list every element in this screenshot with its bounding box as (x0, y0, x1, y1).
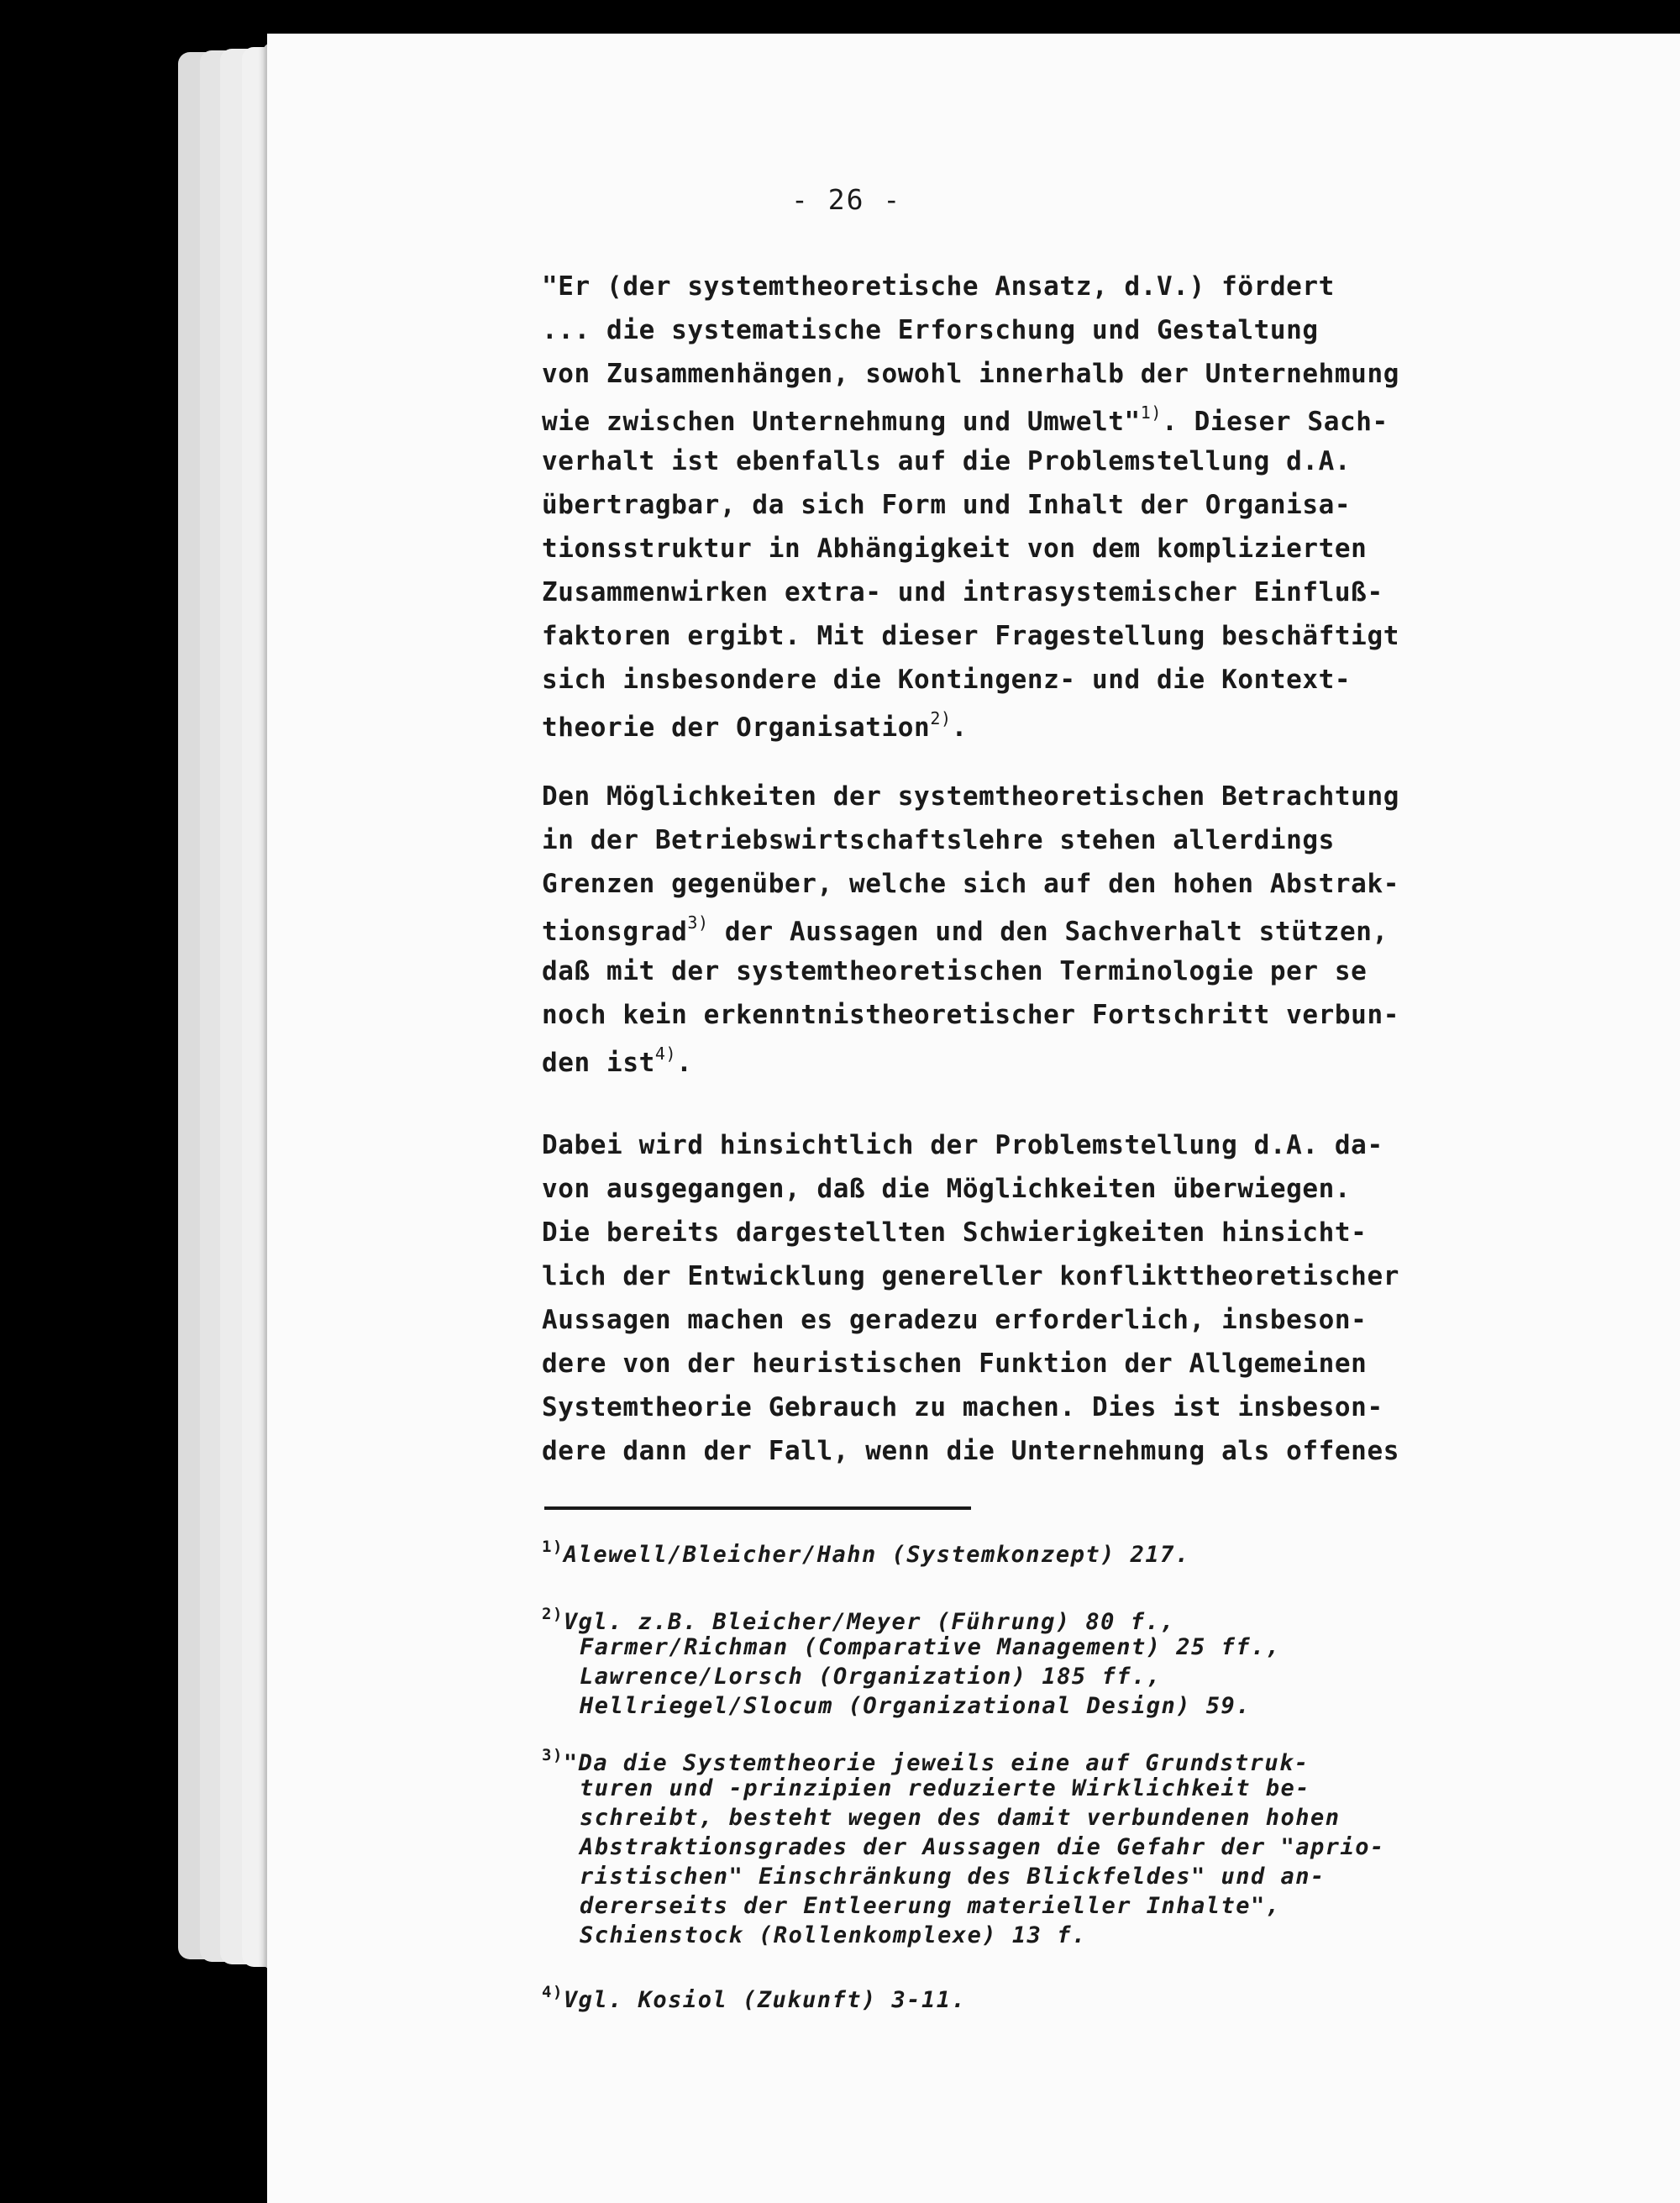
body-line: Systemtheorie Gebrauch zu machen. Dies ist insbeson- (542, 1392, 1383, 1422)
body-line: tionsgrad$^{3)}$ der Aussagen und den Sachverhalt stützen, (542, 912, 1389, 947)
body-line: faktoren ergibt. Mit dieser Fragestellung beschäftigt (542, 621, 1399, 651)
footnote-mark: 3) (542, 1746, 564, 1764)
footnote-line: Abstraktionsgrades der Aussagen die Gefahr der "aprio- (580, 1834, 1385, 1860)
body-line: noch kein erkenntnistheoretischer Fortschritt verbun- (542, 1000, 1399, 1030)
body-line: ... die systematische Erforschung und Gestaltung (542, 315, 1319, 345)
body-line: daß mit der systemtheoretischen Terminologie per se (542, 956, 1368, 986)
body-line: von Zusammenhängen, sowohl innerhalb der Unternehmung (542, 359, 1399, 389)
body-line: sich insbesondere die Kontingenz- und die Kontext- (542, 665, 1352, 695)
body-line: übertragbar, da sich Form und Inhalt der Organisa- (542, 490, 1352, 520)
body-line: theorie der Organisation$^{2)}$. (542, 708, 968, 743)
body-line: den ist$^{4)}$. (542, 1044, 693, 1078)
footnote-line: Schienstock (Rollenkomplexe) 13 f. (580, 1922, 1087, 1948)
body-line: dere von der heuristischen Funktion der Allgemeinen (542, 1349, 1368, 1379)
body-line: Die bereits dargestellten Schwierigkeiten hinsicht- (542, 1217, 1368, 1248)
footnote-reference: 4) (654, 1044, 677, 1064)
body-line: dere dann der Fall, wenn die Unternehmung als offenes (542, 1436, 1399, 1466)
footnote-line: dererseits der Entleerung materieller Inhalte", (580, 1893, 1281, 1919)
footnote-reference: 3) (687, 912, 709, 933)
page-number: - 26 - (791, 183, 902, 216)
body-line: verhalt ist ebenfalls auf die Problemstellung d.A. (542, 446, 1352, 476)
footnote-line: Lawrence/Lorsch (Organization) 185 ff., (580, 1664, 1162, 1690)
body-line: von ausgegangen, daß die Möglichkeiten überwiegen. (542, 1174, 1352, 1204)
footnote-line: schreibt, besteht wegen des damit verbundenen hohen (580, 1805, 1341, 1831)
body-line: wie zwischen Unternehmung und Umwelt"$^{1)}$. Dieser Sach- (542, 402, 1389, 437)
body-line: "Er (der systemtheoretische Ansatz, d.V.) fördert (542, 271, 1335, 302)
body-line: Dabei wird hinsichtlich der Problemstellung d.A. da- (542, 1130, 1383, 1160)
footnote-reference: 2) (930, 708, 952, 728)
body-line: in der Betriebswirtschaftslehre stehen allerdings (542, 825, 1335, 855)
footnote-separator (544, 1506, 971, 1510)
footnote-line: Hellriegel/Slocum (Organizational Design) 59. (580, 1693, 1251, 1719)
footnote-reference: 1) (1140, 402, 1163, 423)
footnote-mark: 4) (542, 1983, 564, 2001)
footnote-mark: 1) (542, 1538, 564, 1556)
footnote-mark: 2) (542, 1605, 564, 1623)
body-line: lich der Entwicklung genereller konflikttheoretischer (542, 1261, 1399, 1291)
body-line: Aussagen machen es geradezu erforderlich, insbeson- (542, 1305, 1368, 1335)
footnote-1: $^{1)}$Alewell/Bleicher/Hahn (Systemkonzept) 217. (542, 1538, 1190, 1568)
body-line: Grenzen gegenüber, welche sich auf den hohen Abstrak- (542, 869, 1399, 899)
footnote-2: $^{2)}$Vgl. z.B. Bleicher/Meyer (Führung) 80 f., (542, 1605, 1175, 1635)
footnote-3: $^{3)}$"Da die Systemtheorie jeweils eine auf Grundstruk- (542, 1746, 1310, 1776)
body-line: tionsstruktur in Abhängigkeit von dem komplizierten (542, 534, 1368, 564)
footnote-4: $^{4)}$Vgl. Kosiol (Zukunft) 3-11. (542, 1983, 967, 2013)
footnote-line: ristischen" Einschränkung des Blickfeldes" und an- (580, 1864, 1326, 1890)
body-line: Zusammenwirken extra- und intrasystemischer Einfluß- (542, 577, 1383, 607)
footnote-line: Farmer/Richman (Comparative Management) 25 ff., (580, 1634, 1281, 1660)
footnote-line: turen und -prinzipien reduzierte Wirklichkeit be- (580, 1775, 1311, 1801)
body-line: Den Möglichkeiten der systemtheoretischen Betrachtung (542, 781, 1399, 812)
